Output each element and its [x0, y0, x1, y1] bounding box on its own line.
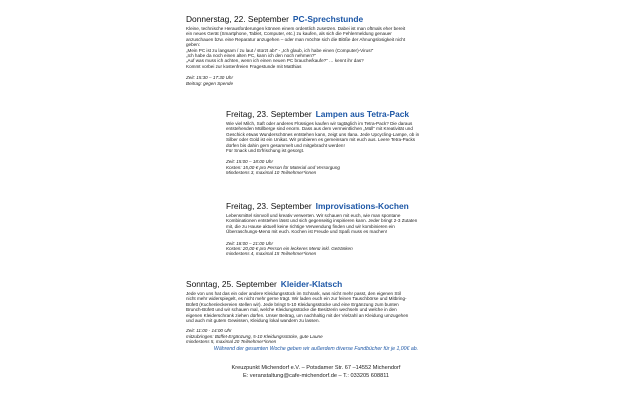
event-date: Sonntag, 25. September — [186, 279, 277, 289]
description-line: Kleine, technische Herausforderungen können einem ordentlich zusetzen. Dabei ist man oftmals eher bereit — [186, 26, 406, 31]
event-cost: Kosten: 20,00 € pro Person ein leckeres Menü inkl. Getränken — [226, 246, 353, 252]
description-line: Silber oder Gold ist ein Unikat. Wir probieren es gemeinsam mit euch aus. Leere Tetra-Packs — [226, 137, 416, 143]
event-heading — [186, 14, 448, 24]
event-heading — [186, 279, 448, 289]
event-description — [226, 121, 448, 153]
description-line: „Ich habe da noch einen alten PC, kann ich den noch nehmen?“ — [186, 53, 316, 59]
event-participants: Mindestens 3, maximal 10 Teilnehmer*innen — [226, 170, 317, 176]
event-participants: mindestens 4, maximal 15 Teilnehmer*innen — [226, 251, 317, 257]
event-time: Zeit: 11:00 - 14:00 Uhr — [186, 328, 232, 334]
event-heading — [226, 109, 448, 119]
event-time: Zeit: 15:30 – 17:30 Uhr — [186, 75, 233, 81]
event-participants: mindestens 5, maximal 20 Teilnehmer*innen — [186, 339, 277, 345]
event-details — [226, 241, 448, 257]
description-line: geben: — [186, 42, 201, 48]
event-cost: mitzubringen: Büffet-Ergänzung, 5-10 Kleidungsstücke, gute Laune — [186, 333, 323, 339]
event-title: Lampen aus Tetra-Pack — [315, 109, 410, 119]
description-line: Lebensmittel sinnvoll und kreativ verwerten. Wir schauen mit euch, wie man spontane — [226, 213, 401, 218]
description-line: eigenen Kleiderschrank ziehen dürfen. Unser Beitrag, um nachhaltig mit der Vielzahl an Kleidung umzugehen — [186, 312, 409, 318]
event-title: PC-Sprechstunde — [292, 14, 364, 24]
description-line: Jede von uns hat das ein oder andere Kleidungsstück im Schrank, was nicht mehr passt, den eigenen Stil — [186, 291, 401, 296]
event-title: Kleider-Klatsch — [280, 279, 343, 289]
description-line: Geschick etwas Wunderschönes entstehen kann, zeigt uns Ilana. Jede Upcycling-Lampe, ob in — [226, 131, 420, 137]
event-date: Freitag, 23. September — [226, 201, 312, 211]
event-date: Freitag, 23. September — [226, 109, 312, 119]
description-line: und auch mit gutem Gewissen, Kleidung lokal wandern zu lassen. — [186, 318, 320, 324]
event-time: Zeit: 15:00 – 18:00 Uhr — [226, 159, 273, 165]
event-description — [226, 213, 448, 235]
description-line: „Mein PC ist zu langsam / zu laut / stürzt ab!“ - „Ich glaub, ich habe einen (Computer)-Virus!“ — [186, 47, 374, 53]
event-pc-sprechstunde — [186, 14, 448, 86]
event-cost: Kosten: 15,00 € pro Person für Material und Versorgung — [226, 164, 340, 170]
footer-address: Kreuzpunkt Michendorf e.V. – Potsdamer Str. 67 –14552 Michendorf — [231, 365, 401, 371]
event-date: Donnerstag, 22. September — [186, 14, 289, 24]
description-line: entstehenden Müllberge sind enorm. Dass aus dem vermeintlichen „Müll“ mit Kreativität und — [226, 126, 413, 132]
description-line: Büfett (Kuchenleckereien stellen wir). Jede bringt 5-10 Kleidungsstücke und eine Ergänzung zum bunten — [186, 301, 399, 307]
description-line: Überraschungs-Menü mit euch. Kochen ist Freude und Spaß muss es machen! — [226, 229, 388, 235]
event-kleider-klatsch — [186, 279, 448, 345]
description-line: ein neues Gerät (Smartphone, Tablet, Computer, etc.) zu kaufen, als sich die Fehlermeldung genauer — [186, 31, 392, 37]
description-line: Kombinationen entstehen lässt und sich gegenseitig inspirieren kann. Jeder bringt 2-3 Zutaten — [226, 218, 418, 224]
event-lampen-tetra-pack — [226, 109, 448, 176]
event-heading — [226, 201, 448, 211]
event-cost: Beitrag: gegen Spende — [186, 80, 233, 86]
description-line: Kommt vorbei zur kostenfreien Fragestunde mit Matthias — [186, 63, 302, 69]
description-line: „Auf was muss ich achten, wenn ich einen neuen PC brauche/kaufe?“ … kennt ihr das? — [186, 58, 364, 64]
description-line: nicht mehr widerspiegelt, es nicht mehr gerne trägt. Wir laden euch ein zur feinen Tauschbörse und Mitbring- — [186, 296, 407, 302]
description-line: Wie viel Milch, Saft oder anderes Flüssiges kaufen wir tagtäglich im Tetra-Pack? Die daraus — [226, 121, 413, 126]
event-improvisations-kochen — [226, 201, 448, 257]
footer-contact-info: E: veranstaltung@cafe-michendorf.de – T.: 033205 608811 — [242, 372, 390, 379]
event-details — [186, 328, 448, 344]
description-line: anzuschauen bzw. eine Reparatur anzugehen – oder man möchte sich die Blöße der Ahnungslosigkeit nicht — [186, 36, 406, 42]
event-description — [186, 291, 448, 323]
fundbuecher-note: Während der gesamten Woche geben wir außerdem diverse Fundbücher für je 1,00€ ab. — [213, 346, 419, 352]
event-description — [186, 26, 448, 69]
event-title: Improvisations-Kochen — [315, 201, 409, 211]
description-line: dürfen bis dahin gern gesammelt und mitgebracht werden! — [226, 142, 345, 148]
description-line: Brunch-Büfett und wir schauen mal, welche Kleidungsstücke die Besitzerin wechseln und welche in den — [186, 307, 397, 313]
description-line: Für Snack und Erfrischung ist gesorgt. — [226, 148, 305, 154]
event-time: Zeit: 18:00 – 21:00 Uhr — [226, 240, 273, 246]
footer-contact — [186, 365, 446, 380]
event-details — [226, 159, 448, 175]
description-line: mit, die zu Hause aktuell keine richtige Verwendung finden und wir kombinieren ein — [226, 223, 395, 229]
event-details — [186, 75, 448, 86]
